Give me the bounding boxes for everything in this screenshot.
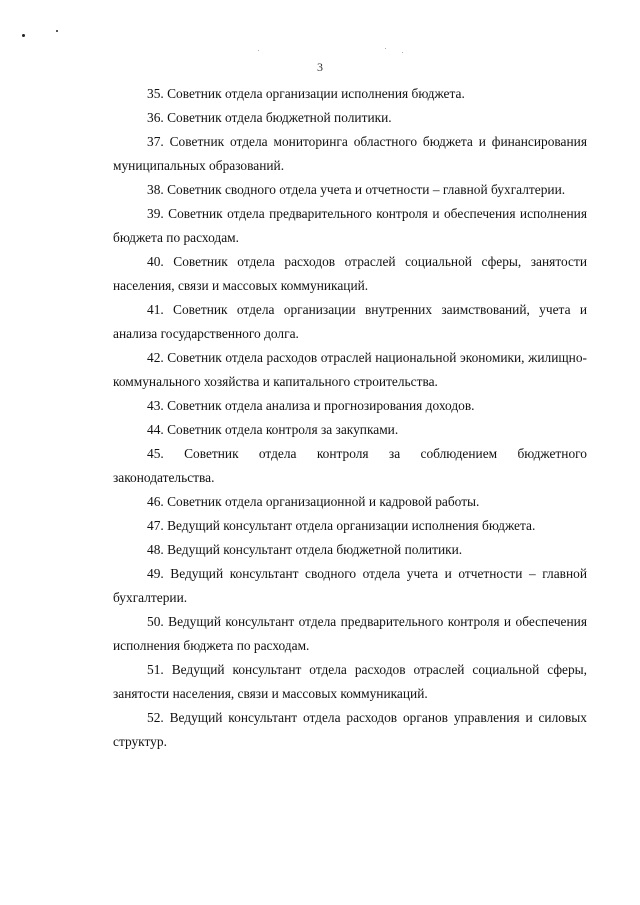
list-item: 35. Советник отдела организации исполнения бюджета. bbox=[147, 86, 465, 101]
list-item: 49. Ведущий консультант сводного отдела учета и отчетности – главной бухгалтерии. bbox=[113, 566, 587, 605]
list-item: 36. Советник отдела бюджетной политики. bbox=[147, 110, 392, 125]
list-item: 40. Советник отдела расходов отраслей социальной сферы, занятости населения, связи и массовых коммуникаций. bbox=[113, 254, 587, 293]
list-item: 44. Советник отдела контроля за закупками. bbox=[147, 422, 399, 437]
scan-speck bbox=[22, 34, 25, 37]
scan-speck bbox=[402, 52, 403, 53]
list-item: 43. Советник отдела анализа и прогнозирования доходов. bbox=[147, 398, 475, 413]
list-item: 47. Ведущий консультант отдела организации исполнения бюджета. bbox=[147, 518, 536, 533]
page-number: 3 bbox=[317, 60, 323, 74]
list-item: 45. Советник отдела контроля за соблюдением бюджетного законодательства. bbox=[113, 446, 587, 485]
list-item: 52. Ведущий консультант отдела расходов органов управления и силовых структур. bbox=[113, 710, 587, 749]
scan-speck bbox=[56, 30, 58, 32]
list-item: 39. Советник отдела предварительного контроля и обеспечения исполнения бюджета по расходам. bbox=[113, 206, 587, 245]
list-item: 37. Советник отдела мониторинга областного бюджета и финансирования муниципальных образований. bbox=[113, 134, 587, 173]
list-item: 46. Советник отдела организационной и кадровой работы. bbox=[147, 494, 480, 509]
list-item: 48. Ведущий консультант отдела бюджетной политики. bbox=[147, 542, 463, 557]
scan-speck bbox=[258, 50, 259, 51]
list-item: 38. Советник сводного отдела учета и отчетности – главной бухгалтерии. bbox=[147, 182, 566, 197]
list-item: 42. Советник отдела расходов отраслей национальной экономики, жилищно-коммунального хозяйства и капитального строительства. bbox=[113, 350, 587, 389]
list-item: 41. Советник отдела организации внутренних заимствований, учета и анализа государственного долга. bbox=[113, 302, 587, 341]
list-item: 51. Ведущий консультант отдела расходов отраслей социальной сферы, занятости населения, связи и массовых коммуникаций. bbox=[113, 662, 587, 701]
list-body bbox=[113, 82, 587, 754]
scan-speck bbox=[385, 48, 386, 49]
list-item: 50. Ведущий консультант отдела предварительного контроля и обеспечения исполнения бюджета по расходам. bbox=[113, 614, 587, 653]
